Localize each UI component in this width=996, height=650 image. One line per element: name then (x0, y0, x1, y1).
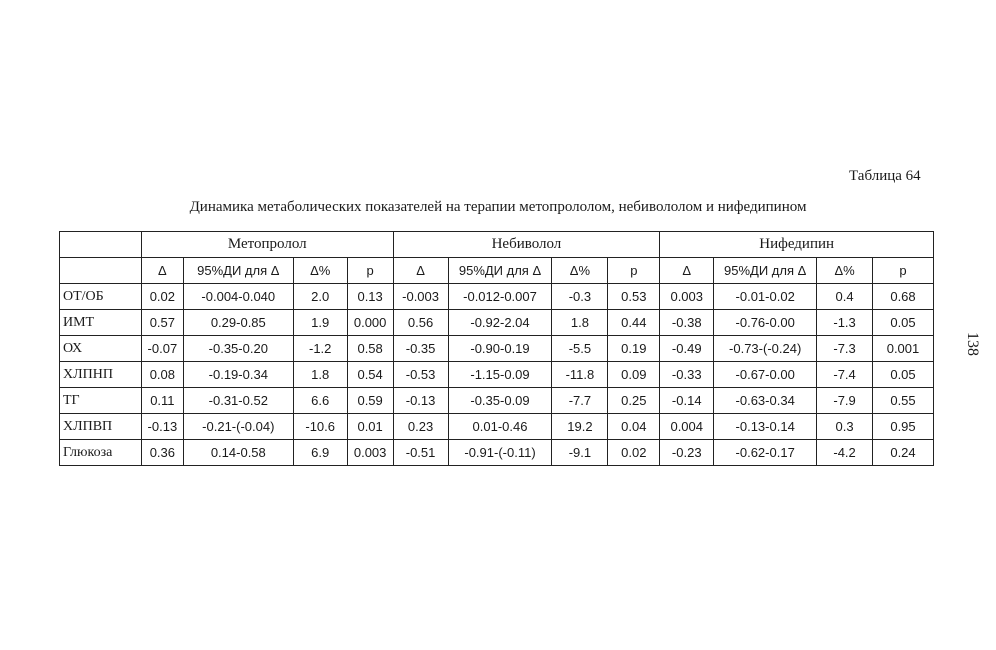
table-cell: 0.3 (817, 414, 873, 440)
table-cell: -0.21-(-0.04) (183, 414, 293, 440)
table-cell: 0.44 (608, 310, 660, 336)
table-cell: -1.15-0.09 (448, 362, 552, 388)
table-row (60, 388, 934, 414)
table-cell: 6.6 (293, 388, 347, 414)
corner-cell (60, 232, 142, 258)
table-cell: 0.23 (393, 414, 448, 440)
table-cell: -0.012-0.007 (448, 284, 552, 310)
table-caption-text: Динамика метаболических показателей на терапии метопрололом, небивололом и нифедипином (189, 199, 807, 215)
table-cell: -0.51 (393, 440, 448, 466)
table-cell: -0.62-0.17 (714, 440, 817, 466)
table-cell: -1.3 (817, 310, 873, 336)
table-cell: 0.003 (660, 284, 714, 310)
row-label: Глюкоза (60, 440, 142, 466)
table-cell: 0.95 (873, 414, 934, 440)
table-row (60, 284, 934, 310)
row-label: ХЛПВП (60, 414, 142, 440)
subheader-delta-percent: Δ% (552, 258, 608, 284)
table-cell: -1.2 (293, 336, 347, 362)
table-cell: -0.13 (141, 414, 183, 440)
table-cell: 0.24 (873, 440, 934, 466)
table-cell: 19.2 (552, 414, 608, 440)
table-row (60, 414, 934, 440)
table-cell: -0.19-0.34 (183, 362, 293, 388)
subheader-ci: 95%ДИ для Δ (448, 258, 552, 284)
table-cell: 0.02 (141, 284, 183, 310)
table-cell: 0.004 (660, 414, 714, 440)
table-cell: 0.01 (347, 414, 393, 440)
group-header-nifedipine: Нифедипин (660, 232, 934, 258)
table-cell: -0.90-0.19 (448, 336, 552, 362)
table-number-label: Таблица 64 (849, 168, 921, 184)
table-cell: -0.13-0.14 (714, 414, 817, 440)
table-cell: -0.67-0.00 (714, 362, 817, 388)
table-cell: -4.2 (817, 440, 873, 466)
table-cell: -0.91-(-0.11) (448, 440, 552, 466)
table-cell: 0.000 (347, 310, 393, 336)
table-cell: 0.11 (141, 388, 183, 414)
table-row (60, 440, 934, 466)
table-cell: -7.3 (817, 336, 873, 362)
subheader-delta-percent: Δ% (817, 258, 873, 284)
group-header-nebivolol: Небиволол (393, 232, 660, 258)
table-cell: -0.31-0.52 (183, 388, 293, 414)
table-cell: -9.1 (552, 440, 608, 466)
table-cell: -0.14 (660, 388, 714, 414)
table-cell: -0.07 (141, 336, 183, 362)
table-cell: 0.003 (347, 440, 393, 466)
table-cell: -0.73-(-0.24) (714, 336, 817, 362)
table-caption (0, 199, 996, 216)
table-cell: -7.7 (552, 388, 608, 414)
table-cell: 0.14-0.58 (183, 440, 293, 466)
subheader-ci: 95%ДИ для Δ (714, 258, 817, 284)
table-body (60, 284, 934, 466)
corner-cell (60, 258, 142, 284)
table-cell: -11.8 (552, 362, 608, 388)
table-cell: 0.09 (608, 362, 660, 388)
table-cell: 0.19 (608, 336, 660, 362)
table-row (60, 310, 934, 336)
table-cell: 6.9 (293, 440, 347, 466)
table-cell: -0.23 (660, 440, 714, 466)
group-header-metoprolol: Метопролол (141, 232, 393, 258)
table-cell: 0.25 (608, 388, 660, 414)
table-cell: -5.5 (552, 336, 608, 362)
table-cell: -0.35-0.09 (448, 388, 552, 414)
table-cell: -0.35-0.20 (183, 336, 293, 362)
table-cell: 0.58 (347, 336, 393, 362)
table-cell: -0.53 (393, 362, 448, 388)
table-cell: -0.92-2.04 (448, 310, 552, 336)
sub-header-row (60, 258, 934, 284)
table-cell: 0.05 (873, 362, 934, 388)
subheader-delta: Δ (393, 258, 448, 284)
row-label: ОХ (60, 336, 142, 362)
table-cell: 2.0 (293, 284, 347, 310)
table-row (60, 362, 934, 388)
subheader-p: p (873, 258, 934, 284)
table-cell: 0.68 (873, 284, 934, 310)
table-cell: -0.76-0.00 (714, 310, 817, 336)
row-label: ТГ (60, 388, 142, 414)
subheader-ci: 95%ДИ для Δ (183, 258, 293, 284)
table-cell: 1.8 (552, 310, 608, 336)
table-cell: 0.01-0.46 (448, 414, 552, 440)
table-cell: -0.004-0.040 (183, 284, 293, 310)
table-cell: 0.55 (873, 388, 934, 414)
table-row (60, 336, 934, 362)
table-cell: 0.29-0.85 (183, 310, 293, 336)
table-cell: 0.13 (347, 284, 393, 310)
subheader-delta-percent: Δ% (293, 258, 347, 284)
table-cell: 0.08 (141, 362, 183, 388)
row-label: ОТ/ОБ (60, 284, 142, 310)
table-cell: 0.54 (347, 362, 393, 388)
row-label: ИМТ (60, 310, 142, 336)
table-cell: -0.13 (393, 388, 448, 414)
table-cell: 1.8 (293, 362, 347, 388)
table-cell: -0.33 (660, 362, 714, 388)
table-cell: -0.35 (393, 336, 448, 362)
row-label: ХЛПНП (60, 362, 142, 388)
subheader-p: p (608, 258, 660, 284)
table-cell: 0.57 (141, 310, 183, 336)
table-cell: 0.04 (608, 414, 660, 440)
table-cell: -7.4 (817, 362, 873, 388)
data-table (59, 231, 934, 466)
table-cell: -10.6 (293, 414, 347, 440)
table-cell: -0.63-0.34 (714, 388, 817, 414)
subheader-delta: Δ (141, 258, 183, 284)
table-cell: 0.36 (141, 440, 183, 466)
subheader-p: p (347, 258, 393, 284)
table-cell: 0.05 (873, 310, 934, 336)
table-cell: -0.3 (552, 284, 608, 310)
table-head (60, 232, 934, 284)
table-cell: 0.53 (608, 284, 660, 310)
table-cell: -0.49 (660, 336, 714, 362)
page-number: 138 (964, 332, 981, 356)
table-cell: -7.9 (817, 388, 873, 414)
group-header-row (60, 232, 934, 258)
table-cell: 0.59 (347, 388, 393, 414)
table-cell: 0.56 (393, 310, 448, 336)
subheader-delta: Δ (660, 258, 714, 284)
table-cell: 1.9 (293, 310, 347, 336)
table-cell: -0.01-0.02 (714, 284, 817, 310)
table-cell: -0.003 (393, 284, 448, 310)
table-cell: 0.02 (608, 440, 660, 466)
table-cell: -0.38 (660, 310, 714, 336)
table-cell: 0.4 (817, 284, 873, 310)
table-cell: 0.001 (873, 336, 934, 362)
